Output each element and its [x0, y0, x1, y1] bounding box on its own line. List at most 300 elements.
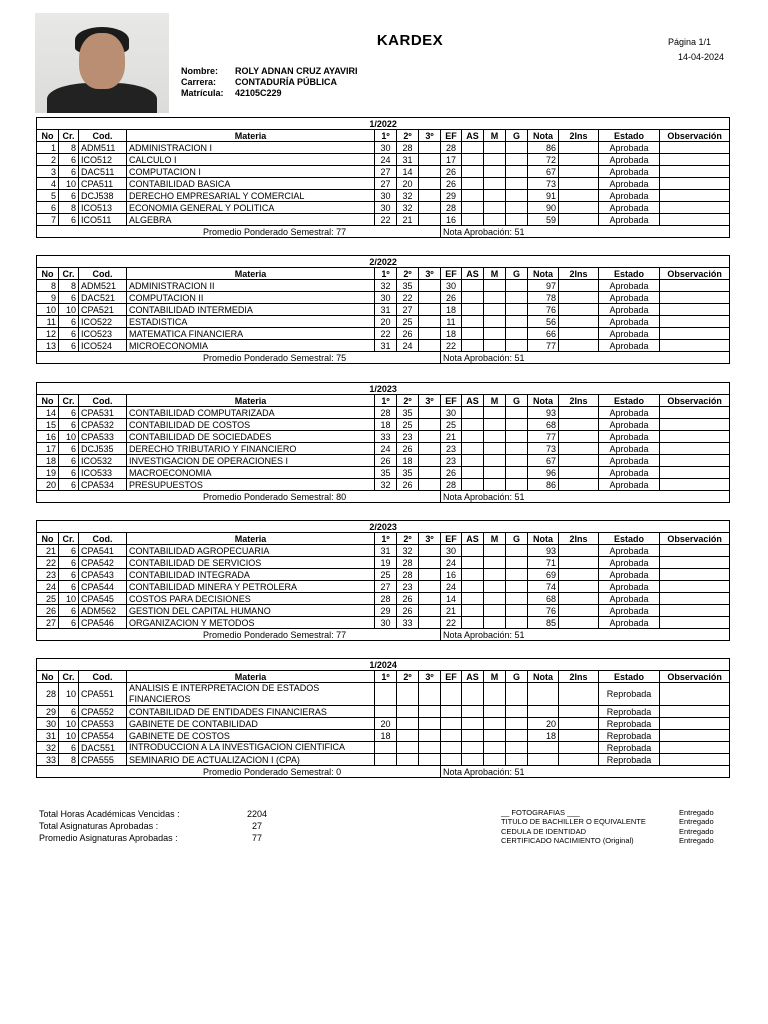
cell-cr: 10: [59, 718, 79, 730]
cell-p3: [419, 142, 441, 154]
cell-cr: 6: [59, 605, 79, 617]
cell-estado: Aprobada: [599, 569, 660, 581]
cell-estado: Aprobada: [599, 581, 660, 593]
cell-m: [484, 467, 506, 479]
cell-cr: 6: [59, 581, 79, 593]
cell-nota: 91: [528, 190, 559, 202]
cell-p1: [375, 683, 397, 706]
nombre-label: Nombre:: [181, 66, 219, 76]
cell-p3: [419, 431, 441, 443]
cell-as: [462, 581, 484, 593]
cell-m: [484, 190, 506, 202]
cell-cod: CPA553: [79, 718, 127, 730]
cell-p1: 20: [375, 316, 397, 328]
cell-obs: [660, 280, 730, 292]
cell-materia: COMPUTACION II: [127, 292, 375, 304]
cell-cr: 10: [59, 730, 79, 742]
cell-ins: [559, 407, 599, 419]
cell-ins: [559, 142, 599, 154]
cell-materia: ANALISIS E INTERPRETACION DE ESTADOS FINANCIEROS: [127, 683, 375, 706]
cell-p1: 33: [375, 431, 397, 443]
cell-g: [506, 479, 528, 491]
cell-ins: [559, 202, 599, 214]
total-value: 77: [251, 833, 262, 843]
cell-g: [506, 443, 528, 455]
table-row: [37, 742, 730, 754]
cell-obs: [660, 605, 730, 617]
cell-obs: [660, 178, 730, 190]
column-header: Cod.: [79, 671, 127, 683]
cell-g: [506, 316, 528, 328]
cell-p3: [419, 292, 441, 304]
cell-cod: CPA531: [79, 407, 127, 419]
cell-obs: [660, 431, 730, 443]
cell-m: [484, 593, 506, 605]
cell-estado: Aprobada: [599, 467, 660, 479]
cell-p2: 28: [397, 569, 419, 581]
cell-cod: DAC551: [79, 742, 127, 754]
cell-cr: 6: [59, 617, 79, 629]
cell-g: [506, 545, 528, 557]
cell-m: [484, 706, 506, 718]
cell-no: 3: [37, 166, 59, 178]
cell-ins: [559, 557, 599, 569]
document-name: CEDULA DE IDENTIDAD: [501, 826, 587, 836]
totals-block: [39, 808, 287, 844]
cell-ef: [441, 742, 462, 754]
table-row: [37, 419, 730, 431]
cell-m: [484, 431, 506, 443]
cell-estado: Aprobada: [599, 455, 660, 467]
cell-materia: DERECHO TRIBUTARIO Y FINANCIERO: [127, 443, 375, 455]
cell-ins: [559, 742, 599, 754]
cell-ef: 14: [441, 593, 462, 605]
cell-cod: ICO513: [79, 202, 127, 214]
column-header: EF: [441, 533, 462, 545]
cell-as: [462, 467, 484, 479]
semester-average: Promedio Ponderado Semestral: 0: [37, 766, 441, 778]
cell-cod: ICO523: [79, 328, 127, 340]
cell-p1: 30: [375, 617, 397, 629]
column-header: AS: [462, 130, 484, 142]
semester-average: Promedio Ponderado Semestral: 75: [37, 352, 441, 364]
cell-ins: [559, 718, 599, 730]
cell-obs: [660, 214, 730, 226]
cell-nota: 20: [528, 718, 559, 730]
column-header: 3º: [419, 130, 441, 142]
cell-p3: [419, 557, 441, 569]
cell-cod: DAC511: [79, 166, 127, 178]
cell-obs: [660, 683, 730, 706]
cell-as: [462, 292, 484, 304]
cell-p3: [419, 154, 441, 166]
table-row: [37, 214, 730, 226]
cell-estado: Aprobada: [599, 617, 660, 629]
cell-ef: 29: [441, 190, 462, 202]
cell-ins: [559, 545, 599, 557]
cell-nota: 67: [528, 166, 559, 178]
cell-obs: [660, 154, 730, 166]
cell-estado: Aprobada: [599, 202, 660, 214]
table-row: [37, 166, 730, 178]
column-header: No: [37, 268, 59, 280]
cell-as: [462, 706, 484, 718]
cell-ins: [559, 190, 599, 202]
cell-cod: CPA532: [79, 419, 127, 431]
cell-p2: 33: [397, 617, 419, 629]
cell-g: [506, 214, 528, 226]
cell-estado: Aprobada: [599, 443, 660, 455]
cell-estado: Aprobada: [599, 214, 660, 226]
cell-no: 23: [37, 569, 59, 581]
cell-p2: 23: [397, 431, 419, 443]
cell-obs: [660, 443, 730, 455]
cell-ef: 24: [441, 581, 462, 593]
cell-ef: 23: [441, 455, 462, 467]
column-header: 1º: [375, 533, 397, 545]
cell-cr: 10: [59, 683, 79, 706]
column-header: Observación: [660, 268, 730, 280]
table-row: [37, 569, 730, 581]
cell-p3: [419, 479, 441, 491]
cell-p3: [419, 742, 441, 754]
cell-p2: 25: [397, 419, 419, 431]
cell-cod: CPA543: [79, 569, 127, 581]
cell-estado: Reprobada: [599, 730, 660, 742]
cell-m: [484, 407, 506, 419]
cell-estado: Aprobada: [599, 431, 660, 443]
table-row: [37, 280, 730, 292]
cell-obs: [660, 142, 730, 154]
cell-as: [462, 431, 484, 443]
semester-table: [36, 658, 730, 778]
cell-cr: 10: [59, 304, 79, 316]
column-header: 1º: [375, 671, 397, 683]
column-header: AS: [462, 268, 484, 280]
page-number: Página 1/1: [668, 37, 712, 47]
table-row: [37, 754, 730, 766]
cell-g: [506, 142, 528, 154]
cell-p1: 30: [375, 202, 397, 214]
semester-table: [36, 255, 730, 364]
cell-p3: [419, 340, 441, 352]
cell-p3: [419, 581, 441, 593]
column-header: Observación: [660, 395, 730, 407]
document-name: TITULO DE BACHILLER O EQUIVALENTE: [501, 817, 646, 827]
cell-estado: Reprobada: [599, 742, 660, 754]
semester-table: [36, 382, 730, 503]
cell-no: 8: [37, 280, 59, 292]
cell-ef: 26: [441, 178, 462, 190]
cell-p3: [419, 706, 441, 718]
cell-estado: Aprobada: [599, 178, 660, 190]
cell-p1: 24: [375, 443, 397, 455]
cell-estado: Aprobada: [599, 292, 660, 304]
cell-p3: [419, 166, 441, 178]
cell-materia: ADMINISTRACION II: [127, 280, 375, 292]
column-header: 3º: [419, 268, 441, 280]
student-id: 42105C229: [235, 88, 282, 98]
cell-p1: 27: [375, 581, 397, 593]
table-row: [37, 431, 730, 443]
table-row: [37, 479, 730, 491]
cell-ins: [559, 467, 599, 479]
cell-p2: [397, 730, 419, 742]
column-header: EF: [441, 130, 462, 142]
cell-g: [506, 154, 528, 166]
cell-nota: 78: [528, 292, 559, 304]
column-header: Cr.: [59, 268, 79, 280]
column-header: Materia: [127, 395, 375, 407]
cell-cod: CPA546: [79, 617, 127, 629]
cell-p3: [419, 202, 441, 214]
student-career: CONTADURÍA PÚBLICA: [235, 77, 337, 87]
cell-nota: 66: [528, 328, 559, 340]
cell-obs: [660, 407, 730, 419]
cell-p1: 27: [375, 178, 397, 190]
document-name: __ FOTOGRAFIAS ___: [501, 808, 580, 817]
column-header: M: [484, 533, 506, 545]
cell-m: [484, 742, 506, 754]
cell-cr: 6: [59, 742, 79, 754]
cell-p2: 22: [397, 292, 419, 304]
column-header: EF: [441, 268, 462, 280]
cell-cod: CPA534: [79, 479, 127, 491]
column-header: 2Ins: [559, 395, 599, 407]
cell-p3: [419, 214, 441, 226]
cell-no: 28: [37, 683, 59, 706]
cell-p3: [419, 316, 441, 328]
cell-obs: [660, 190, 730, 202]
cell-p2: [397, 706, 419, 718]
cell-ins: [559, 304, 599, 316]
cell-nota: 72: [528, 154, 559, 166]
cell-nota: 73: [528, 443, 559, 455]
cell-cod: DAC521: [79, 292, 127, 304]
cell-nota: 56: [528, 316, 559, 328]
cell-p2: 32: [397, 545, 419, 557]
cell-cod: CPA544: [79, 581, 127, 593]
cell-cr: 6: [59, 214, 79, 226]
column-header: Estado: [599, 395, 660, 407]
cell-ef: 16: [441, 569, 462, 581]
cell-m: [484, 479, 506, 491]
semester-period: 2/2022: [37, 256, 730, 268]
carrera-label: Carrera:: [181, 77, 217, 87]
cell-nota: 77: [528, 340, 559, 352]
cell-obs: [660, 292, 730, 304]
cell-as: [462, 443, 484, 455]
cell-g: [506, 166, 528, 178]
cell-p3: [419, 605, 441, 617]
cell-m: [484, 304, 506, 316]
cell-cr: 10: [59, 593, 79, 605]
cell-p3: [419, 455, 441, 467]
cell-cr: 10: [59, 431, 79, 443]
total-label: Promedio Asignaturas Aprobadas :: [39, 833, 178, 843]
cell-m: [484, 557, 506, 569]
column-header: Nota: [528, 395, 559, 407]
cell-g: [506, 569, 528, 581]
table-row: [37, 142, 730, 154]
table-row: [37, 730, 730, 742]
cell-p1: 32: [375, 280, 397, 292]
cell-nota: 85: [528, 617, 559, 629]
cell-nota: 86: [528, 479, 559, 491]
column-header: 3º: [419, 395, 441, 407]
cell-m: [484, 214, 506, 226]
cell-ef: 11: [441, 316, 462, 328]
cell-no: 24: [37, 581, 59, 593]
column-header: 2º: [397, 395, 419, 407]
cell-as: [462, 154, 484, 166]
cell-materia: INTRODUCCION A LA INVESTIGACION CIENTIFICA: [127, 742, 375, 754]
column-header: Nota: [528, 130, 559, 142]
cell-nota: 76: [528, 605, 559, 617]
cell-p2: 28: [397, 557, 419, 569]
cell-as: [462, 683, 484, 706]
cell-g: [506, 280, 528, 292]
cell-cod: ICO511: [79, 214, 127, 226]
cell-p1: [375, 742, 397, 754]
column-header: EF: [441, 671, 462, 683]
column-header: 2º: [397, 268, 419, 280]
table-row: [37, 581, 730, 593]
cell-cr: 6: [59, 328, 79, 340]
cell-p2: 32: [397, 202, 419, 214]
cell-p2: 26: [397, 479, 419, 491]
column-header: AS: [462, 395, 484, 407]
cell-cod: ADM562: [79, 605, 127, 617]
cell-no: 10: [37, 304, 59, 316]
table-row: [37, 557, 730, 569]
cell-no: 20: [37, 479, 59, 491]
table-row: [37, 718, 730, 730]
cell-cr: 6: [59, 706, 79, 718]
cell-p2: 27: [397, 304, 419, 316]
cell-p1: 35: [375, 467, 397, 479]
cell-no: 19: [37, 467, 59, 479]
cell-nota: 93: [528, 545, 559, 557]
passing-grade: Nota Aprobación: 51: [441, 766, 730, 778]
cell-cr: 8: [59, 754, 79, 766]
cell-materia: GESTION DEL CAPITAL HUMANO: [127, 605, 375, 617]
cell-obs: [660, 581, 730, 593]
cell-no: 9: [37, 292, 59, 304]
cell-cr: 6: [59, 316, 79, 328]
cell-p1: 31: [375, 304, 397, 316]
cell-estado: Aprobada: [599, 593, 660, 605]
cell-ins: [559, 154, 599, 166]
cell-nota: 68: [528, 419, 559, 431]
column-header: Materia: [127, 533, 375, 545]
cell-p3: [419, 407, 441, 419]
cell-as: [462, 190, 484, 202]
cell-p2: 26: [397, 328, 419, 340]
cell-cr: 6: [59, 292, 79, 304]
cell-no: 27: [37, 617, 59, 629]
cell-m: [484, 581, 506, 593]
cell-nota: 69: [528, 569, 559, 581]
column-header: Cod.: [79, 268, 127, 280]
cell-m: [484, 754, 506, 766]
page-title: KARDEX: [376, 32, 444, 49]
cell-as: [462, 166, 484, 178]
column-header: M: [484, 130, 506, 142]
cell-estado: Aprobada: [599, 304, 660, 316]
column-header: 1º: [375, 395, 397, 407]
column-header: M: [484, 268, 506, 280]
cell-p3: [419, 718, 441, 730]
column-header: G: [506, 671, 528, 683]
table-row: [37, 467, 730, 479]
cell-ef: 26: [441, 467, 462, 479]
cell-cr: 10: [59, 178, 79, 190]
cell-no: 31: [37, 730, 59, 742]
column-header: No: [37, 533, 59, 545]
semester-table: [36, 520, 730, 641]
cell-p3: [419, 419, 441, 431]
cell-p2: [397, 683, 419, 706]
cell-cr: 6: [59, 407, 79, 419]
cell-m: [484, 178, 506, 190]
column-header: 1º: [375, 268, 397, 280]
table-row: [37, 455, 730, 467]
total-value: 2204: [246, 809, 268, 819]
cell-cod: CPA554: [79, 730, 127, 742]
column-header: Materia: [127, 130, 375, 142]
cell-ef: 28: [441, 202, 462, 214]
cell-materia: CONTABILIDAD DE ENTIDADES FINANCIERAS: [127, 706, 375, 718]
passing-grade: Nota Aprobación: 51: [441, 629, 730, 641]
table-row: [37, 190, 730, 202]
cell-as: [462, 419, 484, 431]
cell-g: [506, 742, 528, 754]
cell-ins: [559, 166, 599, 178]
cell-p1: 28: [375, 593, 397, 605]
cell-m: [484, 683, 506, 706]
column-header: 1º: [375, 130, 397, 142]
cell-nota: 71: [528, 557, 559, 569]
semester-average: Promedio Ponderado Semestral: 80: [37, 491, 441, 503]
cell-materia: CONTABILIDAD AGROPECUARIA: [127, 545, 375, 557]
table-row: [37, 407, 730, 419]
cell-ef: 18: [441, 304, 462, 316]
cell-materia: CONTABILIDAD DE SERVICIOS: [127, 557, 375, 569]
column-header: No: [37, 130, 59, 142]
cell-ins: [559, 479, 599, 491]
table-row: [37, 292, 730, 304]
cell-obs: [660, 419, 730, 431]
cell-obs: [660, 479, 730, 491]
cell-p2: 26: [397, 605, 419, 617]
total-label: Total Asignaturas Aprobadas :: [39, 821, 159, 831]
cell-ins: [559, 431, 599, 443]
cell-no: 30: [37, 718, 59, 730]
cell-as: [462, 178, 484, 190]
cell-g: [506, 340, 528, 352]
cell-cod: CPA521: [79, 304, 127, 316]
column-header: M: [484, 395, 506, 407]
cell-cr: 6: [59, 340, 79, 352]
cell-p3: [419, 754, 441, 766]
cell-p1: 22: [375, 328, 397, 340]
cell-cod: CPA552: [79, 706, 127, 718]
cell-p2: 14: [397, 166, 419, 178]
cell-obs: [660, 455, 730, 467]
cell-as: [462, 455, 484, 467]
cell-p1: 32: [375, 479, 397, 491]
